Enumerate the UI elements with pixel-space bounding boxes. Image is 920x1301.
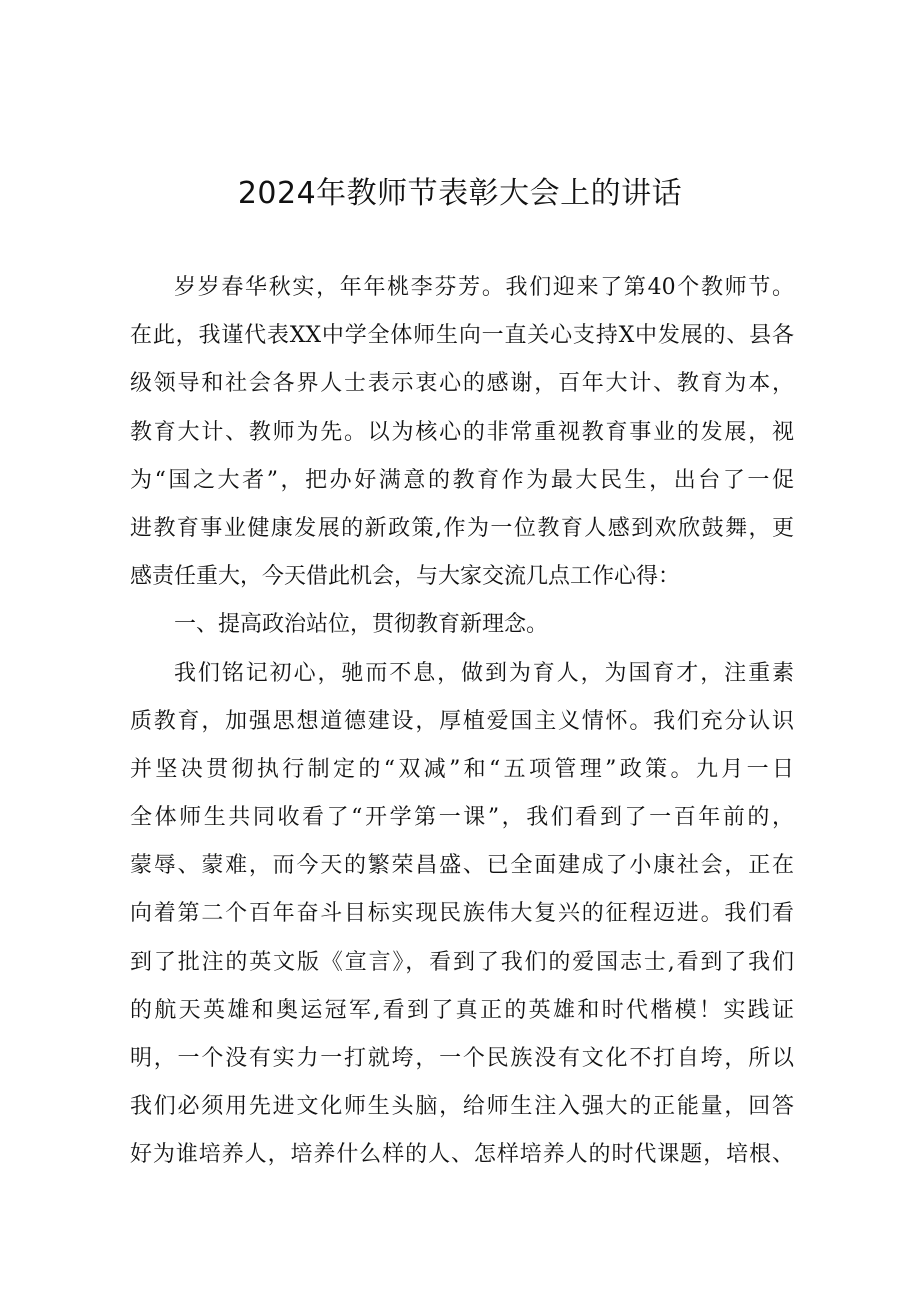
body-line: 教育大计、教师为先。以为核心的非常重视教育事业的发展，视 (130, 419, 794, 445)
body-line: 蒙辱、蒙难，而今天的繁荣昌盛、已全面建成了小康社会，正在 (130, 853, 794, 879)
body-line: 我们铭记初心，驰而不息，做到为育人，为国育才，注重素 (174, 660, 794, 686)
body-line: 为“国之大者”，把办好满意的教育作为最大民生，出台了一促 (130, 467, 794, 493)
body-line: 级领导和社会各界人士表示衷心的感谢，百年大计、教育为本， (130, 371, 794, 397)
body-line: 岁岁春华秋实，年年桃李芬芳。我们迎来了第40个教师节。 (174, 275, 794, 300)
body-line: 到了批注的英文版《宣言》，看到了我们的爱国志士,看到了我们 (130, 949, 794, 975)
document-body (130, 264, 794, 1180)
document-title: 2024年教师节表彰大会上的讲话 (237, 176, 683, 211)
body-line: 好为谁培养人，培养什么样的人、怎样培养人的时代课题，培根、 (130, 1142, 794, 1168)
body-line: 的航天英雄和奥运冠军,看到了真正的英雄和时代楷模！实践证 (130, 997, 794, 1023)
body-line: 并坚决贯彻执行制定的“双减”和“五项管理”政策。九月一日 (130, 756, 794, 782)
body-line: 感责任重大，今天借此机会，与大家交流几点工作心得： (130, 564, 681, 590)
body-line: 明，一个没有实力一打就垮，一个民族没有文化不打自垮，所以 (130, 1046, 794, 1071)
body-line: 质教育，加强思想道德建设，厚植爱国主义情怀。我们充分认识 (130, 708, 794, 734)
section-heading: 一、提高政治站位，贯彻教育新理念。 (174, 612, 549, 638)
body-line: 我们必须用先进文化师生头脑，给师生注入强大的正能量，回答 (130, 1094, 794, 1120)
body-line: 进教育事业健康发展的新政策,作为一位教育人感到欢欣鼓舞，更 (130, 515, 794, 541)
body-line: 向着第二个百年奋斗目标实现民族伟大复兴的征程迈进。我们看 (130, 901, 794, 927)
body-line: 全体师生共同收看了“开学第一课”，我们看到了一百年前的， (130, 805, 794, 831)
body-line: 在此，我谨代表XX中学全体师生向一直关心支持X中发展的、县各 (130, 323, 794, 349)
